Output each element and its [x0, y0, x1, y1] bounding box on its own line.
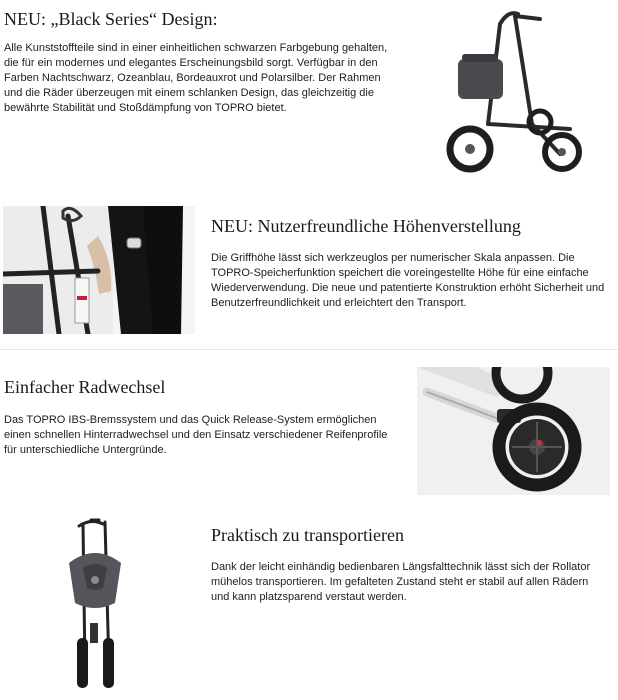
section-text: Das TOPRO IBS-Bremssystem und das Quick Release-System ermöglichen einen schnellen Hinterradwechsel und den Einsatz verschiedener Reifenprofile für unterschiedliche Untergründe.	[4, 414, 388, 456]
folded-rollator-photo	[55, 518, 145, 700]
height-adjustment-photo	[3, 206, 195, 334]
section-black-series	[0, 0, 618, 190]
wheel-photo	[417, 367, 610, 495]
section-title: Praktisch zu transportieren	[211, 525, 404, 545]
section-text: Dank der leicht einhändig bedienbaren Längsfalttechnik lässt sich der Rollator mühelos transportieren. Im gefalteten Zustand steht er stabil auf allen Rädern und kann platzsparend verstaut werden.	[211, 561, 591, 603]
section-text: Alle Kunststoffteile sind in einer einheitlichen schwarzen Farbgebung gehalten, die für ein modernes und elegantes Erscheinungsbild sorgt. Verfügbar in den Farben Nachtschwarz, Ozeanblau, Bordeauxrot und Polarsilber. Der Rahmen und die Räder überzeugen mit einem schlanken Design, das gleichzeitig die bewährte Stabilität und Stoßdämpfung von TOPRO bietet.	[4, 42, 388, 114]
rollator-photo	[440, 4, 610, 179]
divider	[0, 349, 618, 350]
section-transport	[0, 510, 618, 700]
section-wheel-change	[0, 352, 618, 502]
section-title: NEU: „Black Series“ Design:	[4, 9, 218, 29]
section-title: NEU: Nutzerfreundliche Höhenverstellung	[211, 216, 521, 236]
section-text: Die Griffhöhe lässt sich werkzeuglos per numerischer Skala anpassen. Die TOPRO-Speicherfunktion speichert die voreingestellte Höhe für eine einfache Wiederverwendung. Die neue und patentierte Konstruktion erhöht Sicherheit und Benutzerfreundlichkeit und erleichtert den Transport.	[211, 252, 605, 309]
section-title: Einfacher Radwechsel	[4, 377, 166, 397]
section-height-adjustment	[0, 200, 618, 350]
